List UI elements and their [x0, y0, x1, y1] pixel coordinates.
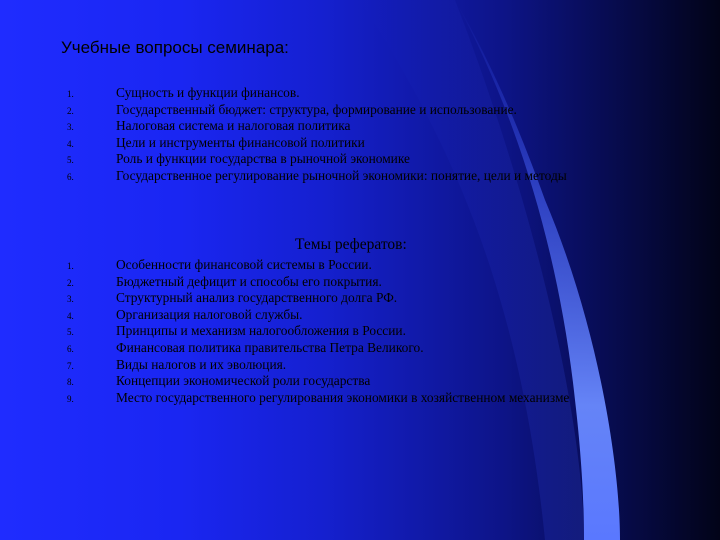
- list-item-number: 3.: [67, 122, 74, 133]
- list-item: [0, 307, 616, 324]
- slide-title: Учебные вопросы семинара:: [61, 38, 289, 57]
- list-item-text: Налоговая система и налоговая политика: [116, 118, 351, 134]
- list-item-number: 2.: [67, 105, 74, 116]
- list-item-number: 6.: [67, 343, 74, 354]
- list-item: [0, 257, 616, 274]
- list-item-text: Структурный анализ государственного долга РФ.: [116, 290, 398, 306]
- list-item-number: 1.: [67, 261, 74, 271]
- list-item-text: Государственное регулирование рыночной экономики: понятие, цели и методы: [116, 167, 567, 183]
- list-item-text: Финансовая политика правительства Петра Великого.: [116, 339, 424, 355]
- list-item-text: Виды налогов и их эволюция.: [116, 356, 287, 372]
- list-item-number: 1.: [67, 89, 74, 99]
- list-item: [0, 323, 616, 340]
- list-item-number: 8.: [67, 377, 74, 388]
- list-item: [0, 390, 616, 407]
- list-item: [0, 102, 616, 119]
- list-item-text: Принципы и механизм налогообложения в России.: [116, 323, 406, 339]
- list-item: [0, 340, 616, 357]
- list-item-text: Государственный бюджет: структура, формирование и использование.: [116, 101, 517, 117]
- list-item: [0, 118, 616, 135]
- list-item: [0, 85, 616, 102]
- list-item-number: 5.: [67, 327, 74, 338]
- list-item-number: 9.: [67, 393, 74, 404]
- list-item-number: 3.: [67, 294, 74, 305]
- list-item-number: 2.: [67, 277, 74, 288]
- list-item-text: Цели и инструменты финансовой политики: [116, 134, 365, 150]
- list-item-number: 6.: [67, 171, 74, 182]
- list-item-text: Сущность и функции финансов.: [116, 85, 300, 100]
- list-item-text: Роль и функции государства в рыночной экономике: [116, 151, 410, 167]
- essay-topics-list: [0, 257, 616, 406]
- seminar-questions-list: [0, 85, 616, 185]
- list-item: [0, 135, 616, 152]
- list-item: [0, 290, 616, 307]
- list-item: [0, 274, 616, 291]
- list-item: [0, 151, 616, 168]
- list-item-text: Организация налоговой службы.: [116, 306, 303, 322]
- list-item: [0, 168, 616, 185]
- list-item-number: 5.: [67, 155, 74, 166]
- list-item-number: 4.: [67, 310, 74, 321]
- list-item: [0, 357, 616, 374]
- list-item: [0, 373, 616, 390]
- list-item-text: Концепции экономической роли государства: [116, 373, 371, 389]
- list-item-number: 7.: [67, 360, 74, 371]
- list-item-text: Особенности финансовой системы в России.: [116, 257, 372, 272]
- topics-heading: Темы рефератов:: [295, 236, 407, 253]
- list-item-number: 4.: [67, 138, 74, 149]
- list-item-text: Бюджетный дефицит и способы его покрытия.: [116, 273, 382, 289]
- list-item-text: Место государственного регулирования экономики в хозяйственном механизме: [116, 389, 570, 405]
